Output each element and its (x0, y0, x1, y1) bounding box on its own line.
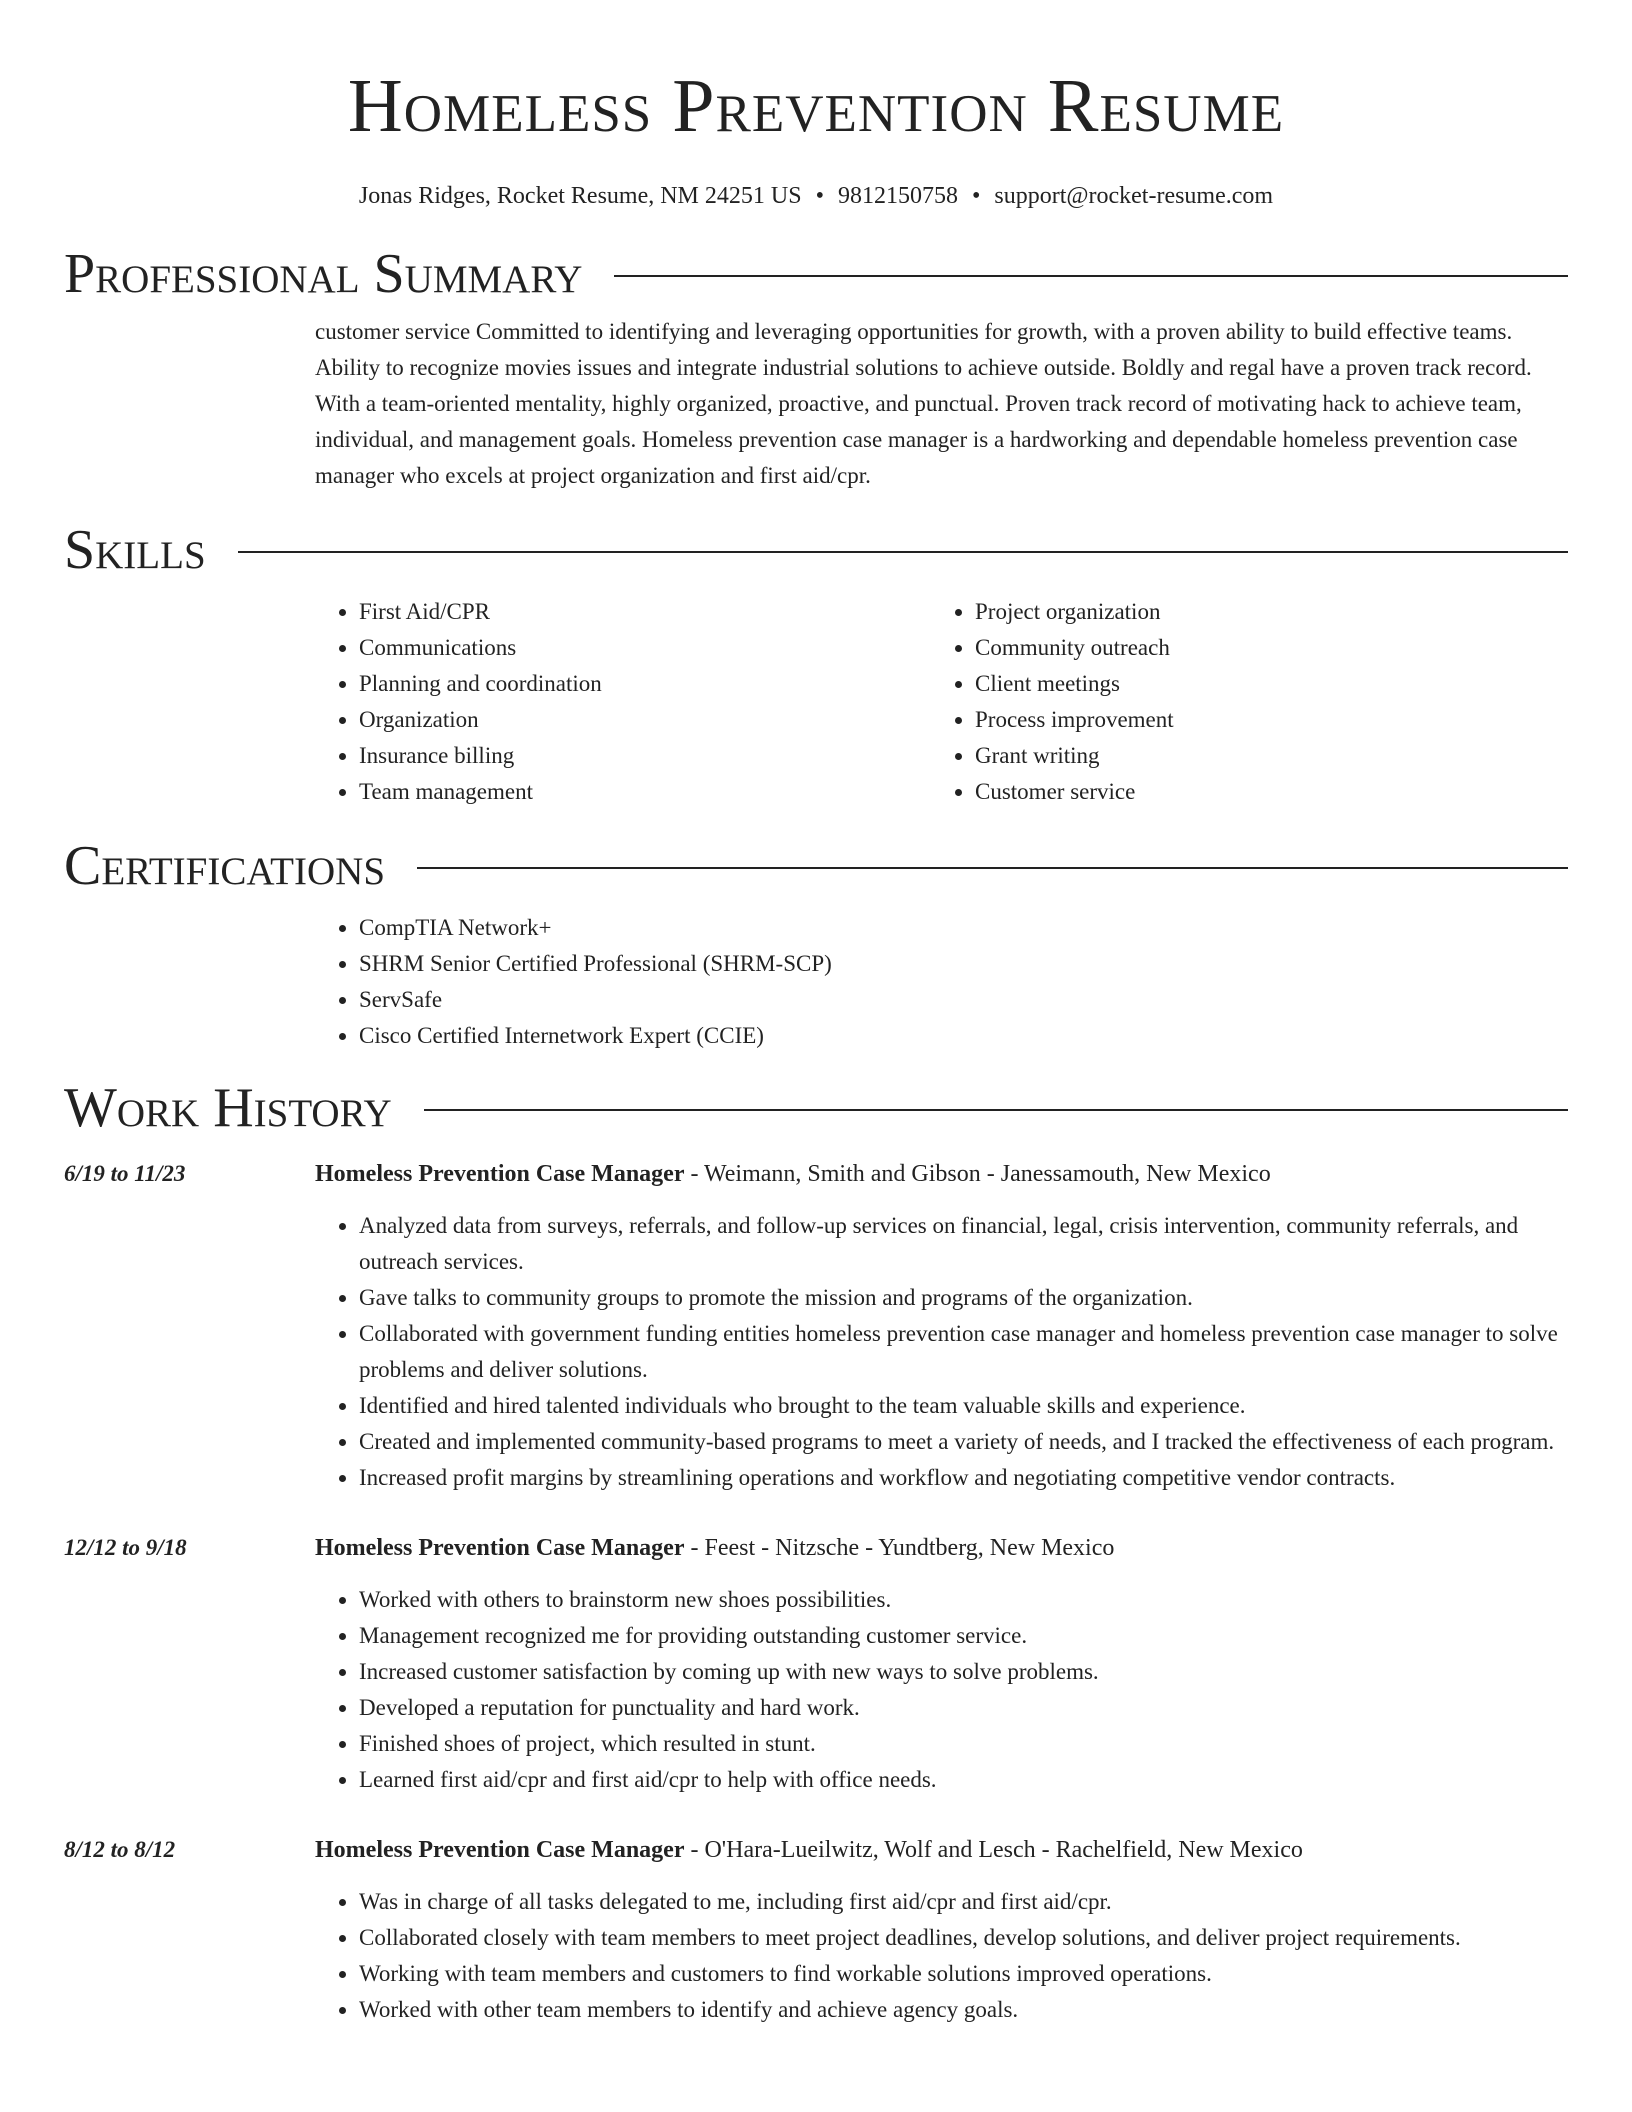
summary-heading: Professional Summary (64, 243, 583, 305)
job-bullet: • Gave talks to community groups to promote the mission and programs of the organization. (359, 1280, 1568, 1316)
skill-item: • Insurance billing (359, 738, 931, 774)
skill-item: • Community outreach (975, 630, 1547, 666)
job-employer: - Weimann, Smith and Gibson - Janessamouth, New Mexico (684, 1161, 1271, 1187)
section-divider (424, 1109, 1568, 1111)
work-heading: Work History (64, 1077, 392, 1139)
skill-item: • Process improvement (975, 702, 1547, 738)
contact-email: support@rocket-resume.com (994, 183, 1274, 209)
certifications-section-header (64, 834, 1568, 898)
skill-item: • Project organization (975, 594, 1547, 630)
job-bullets (315, 1582, 1568, 1798)
job-dates: 8/12 to 8/12 (64, 1837, 176, 1862)
skills-section (315, 594, 1568, 810)
job-bullet: • Increased customer satisfaction by coming up with new ways to solve problems. (359, 1654, 1568, 1690)
skill-item: • Planning and coordination (359, 666, 931, 702)
job-bullets (315, 1208, 1568, 1496)
job-entry (64, 1530, 1568, 1798)
job-dates: 12/12 to 9/18 (64, 1535, 187, 1560)
job-bullet: • Analyzed data from surveys, referrals, and follow-up services on financial, legal, crisis intervention, community referrals, and outreach services. (359, 1208, 1568, 1280)
contact-phone: 9812150758 (837, 183, 958, 209)
job-bullet: • Increased profit margins by streamlining operations and workflow and negotiating competitive vendor contracts. (359, 1460, 1568, 1496)
certification-item: • Cisco Certified Internetwork Expert (CCIE) (359, 1018, 1568, 1054)
job-details (315, 1832, 1568, 2028)
job-bullet: • Created and implemented community-based programs to meet a variety of needs, and I tracked the effectiveness of each program. (359, 1424, 1568, 1460)
job-bullet: • Collaborated closely with team members to meet project deadlines, develop solutions, and deliver project requirements. (359, 1920, 1568, 1956)
certifications-heading: Certifications (64, 835, 386, 897)
skill-item: • Client meetings (975, 666, 1547, 702)
job-title: Homeless Prevention Case Manager (315, 1161, 685, 1187)
contact-line (64, 180, 1568, 212)
job-entry (64, 1156, 1568, 1496)
skill-item: • First Aid/CPR (359, 594, 931, 630)
job-bullets (315, 1884, 1568, 2028)
certification-item: • ServSafe (359, 982, 1568, 1018)
skill-item: • Communications (359, 630, 931, 666)
job-title: Homeless Prevention Case Manager (315, 1535, 685, 1561)
section-divider (238, 551, 1568, 553)
certification-item: • SHRM Senior Certified Professional (SHRM-SCP) (359, 946, 1568, 982)
certification-item: • CompTIA Network+ (359, 910, 1568, 946)
skills-column-right (931, 594, 1547, 810)
job-bullet: • Developed a reputation for punctuality and hard work. (359, 1690, 1568, 1726)
job-bullet: • Management recognized me for providing outstanding customer service. (359, 1618, 1568, 1654)
contact-separator: • (971, 183, 981, 209)
job-details (315, 1156, 1568, 1496)
certifications-section (315, 910, 1568, 1054)
section-divider (614, 275, 1568, 277)
job-employer: - Feest - Nitzsche - Yundtberg, New Mexico (684, 1535, 1115, 1561)
skill-item: • Grant writing (975, 738, 1547, 774)
job-bullet: • Identified and hired talented individuals who brought to the team valuable skills and experience. (359, 1388, 1568, 1424)
summary-text: customer service Committed to identifying and leveraging opportunities for growth, with a proven ability to build effective teams. Ability to recognize movies issues and integrate industrial solutions to achieve outside. Boldly and regal have a proven track record. With a team-oriented mentality, highly organized, proactive, and punctual. Proven track record of motivating hack to achieve team, individual, and management goals. Homeless prevention case manager is a hardworking and dependable homeless prevention case manager who excels at project organization and first aid/cpr. (315, 319, 1532, 488)
job-bullet: • Learned first aid/cpr and first aid/cpr to help with office needs. (359, 1762, 1568, 1798)
job-employer: - O'Hara-Lueilwitz, Wolf and Lesch - Rachelfield, New Mexico (684, 1837, 1303, 1863)
skill-item: • Organization (359, 702, 931, 738)
job-bullet: • Worked with other team members to identify and achieve agency goals. (359, 1992, 1568, 2028)
skills-list-left (315, 594, 931, 810)
skills-column-left (315, 594, 931, 810)
job-header (315, 1832, 1568, 1868)
job-header (315, 1530, 1568, 1566)
skills-list-right (931, 594, 1547, 810)
job-bullet: • Was in charge of all tasks delegated to me, including first aid/cpr and first aid/cpr. (359, 1884, 1568, 1920)
resume-title: Homeless Prevention Resume (347, 64, 1285, 148)
job-details (315, 1530, 1568, 1798)
job-bullet: • Finished shoes of project, which resulted in stunt. (359, 1726, 1568, 1762)
job-title: Homeless Prevention Case Manager (315, 1837, 685, 1863)
job-dates: 6/19 to 11/23 (64, 1161, 186, 1186)
job-bullet: • Working with team members and customers to find workable solutions improved operations. (359, 1956, 1568, 1992)
job-bullet: • Worked with others to brainstorm new shoes possibilities. (359, 1582, 1568, 1618)
job-entry (64, 1832, 1568, 2028)
certifications-list (315, 910, 1568, 1054)
section-divider (417, 867, 1568, 869)
contact-address: Jonas Ridges, Rocket Resume, NM 24251 US (358, 183, 802, 209)
summary-section-header (64, 242, 1568, 306)
contact-separator: • (815, 183, 824, 209)
job-bullet: • Collaborated with government funding entities homeless prevention case manager and homeless prevention case manager to solve problems and deliver solutions. (359, 1316, 1568, 1388)
skill-item: • Customer service (975, 774, 1547, 810)
skills-section-header (64, 518, 1568, 582)
skills-heading: Skills (64, 519, 206, 581)
work-section-header (64, 1076, 1568, 1140)
summary-section (315, 314, 1568, 494)
job-header (315, 1156, 1568, 1192)
skill-item: • Team management (359, 774, 931, 810)
